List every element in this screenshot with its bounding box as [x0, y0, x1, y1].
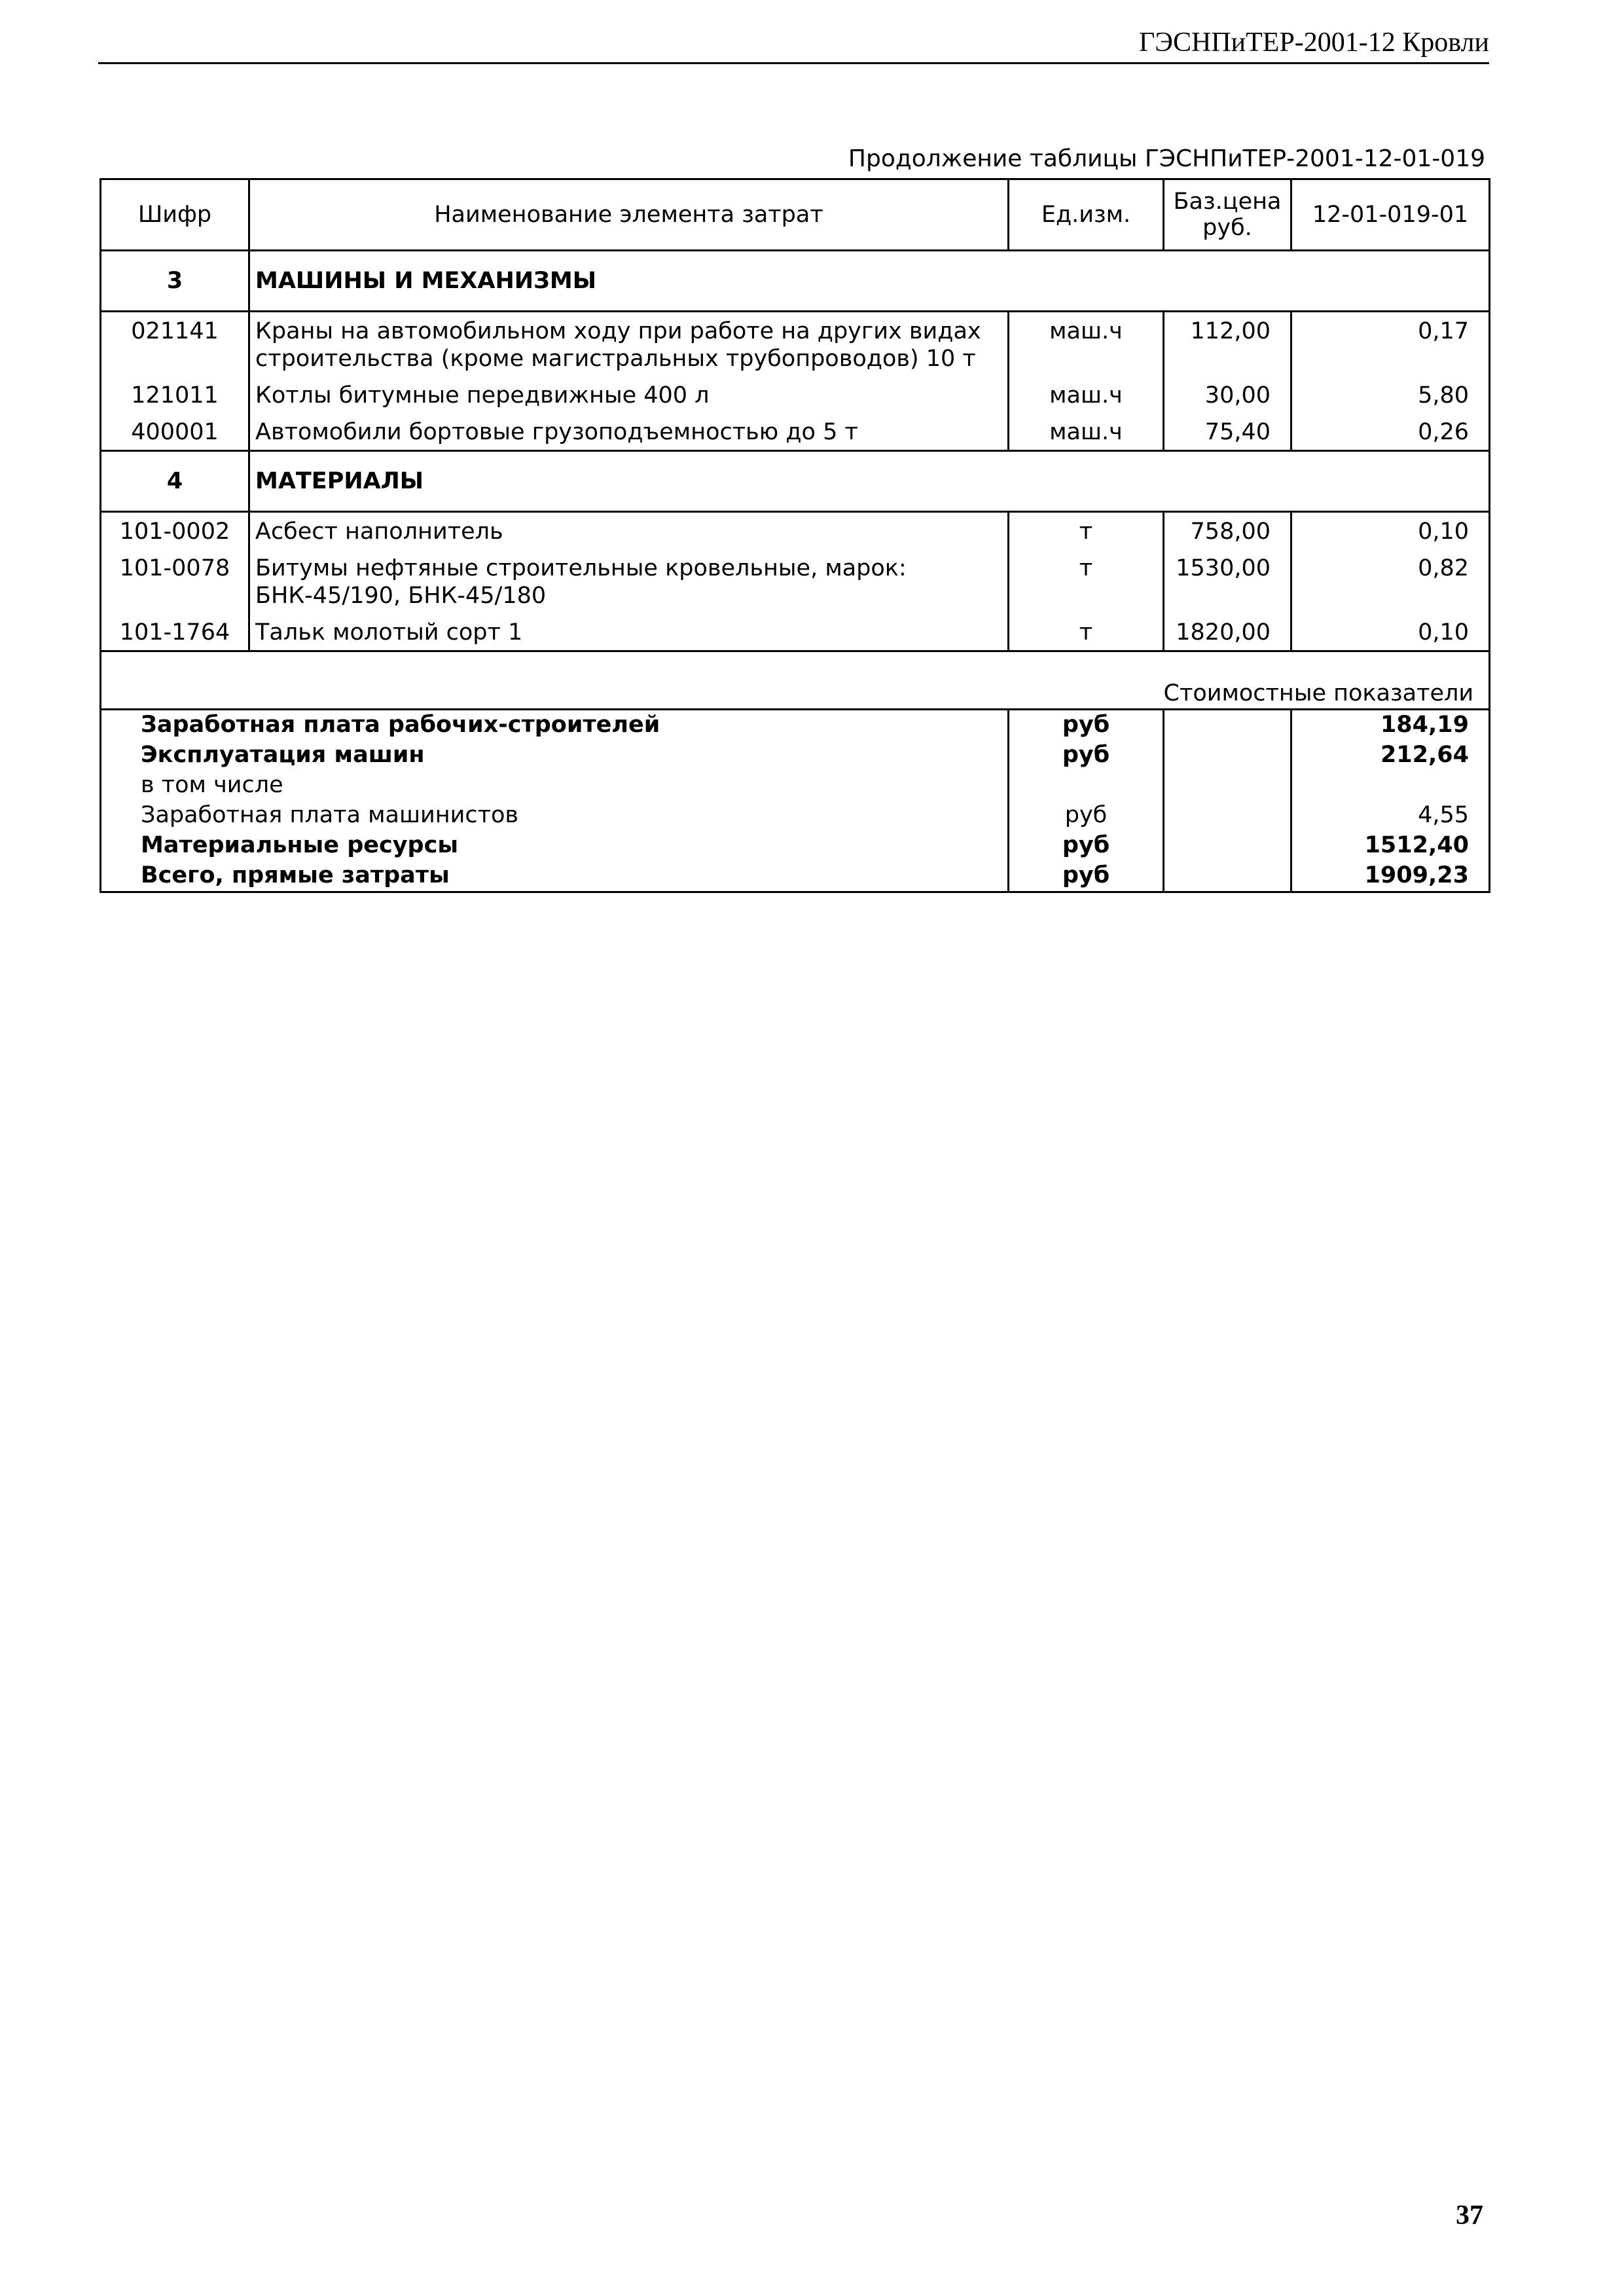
row-code: 021141	[101, 312, 249, 377]
section-title: МАШИНЫ И МЕХАНИЗМЫ	[249, 251, 1291, 312]
row-quantity: 0,17	[1291, 312, 1490, 377]
page-number: 37	[1456, 2200, 1483, 2231]
table-row	[101, 549, 1490, 613]
table-row	[101, 413, 1490, 451]
col-header-name: Наименование элемента затрат	[249, 179, 1009, 251]
col-header-norm: 12-01-019-01	[1291, 179, 1490, 251]
section-number: 4	[101, 451, 249, 512]
row-unit: т	[1009, 613, 1164, 651]
summary-row	[101, 710, 1490, 741]
table-continuation-caption: Продолжение таблицы ГЭСНПиТЕР-2001-12-01-019	[848, 145, 1485, 172]
row-code: 101-0002	[101, 512, 249, 550]
col-header-price-line2: руб.	[1202, 215, 1252, 241]
col-header-price	[1164, 179, 1291, 251]
summary-label: Всего, прямые затраты	[101, 861, 1009, 892]
summary-row	[101, 740, 1490, 771]
col-header-code: Шифр	[101, 179, 249, 251]
row-price: 1530,00	[1164, 549, 1291, 613]
row-name: Тальк молотый сорт 1	[249, 613, 1009, 651]
summary-label: Эксплуатация машин	[101, 740, 1009, 771]
row-code: 101-1764	[101, 613, 249, 651]
row-quantity: 0,26	[1291, 413, 1490, 451]
summary-value: 1512,40	[1291, 831, 1490, 861]
row-price: 30,00	[1164, 376, 1291, 413]
section-number: 3	[101, 251, 249, 312]
summary-row	[101, 771, 1490, 801]
row-unit: маш.ч	[1009, 312, 1164, 377]
row-quantity: 0,82	[1291, 549, 1490, 613]
summary-label: Заработная плата рабочих-строителей	[101, 710, 1009, 741]
summary-label: Материальные ресурсы	[101, 831, 1009, 861]
row-name: Автомобили бортовые грузоподъемностью до 5 т	[249, 413, 1009, 451]
summary-label: Заработная плата машинистов	[101, 801, 1009, 831]
row-quantity: 0,10	[1291, 613, 1490, 651]
summary-row	[101, 831, 1490, 861]
row-unit: маш.ч	[1009, 376, 1164, 413]
running-header	[98, 26, 1489, 64]
summary-value: 1909,23	[1291, 861, 1490, 892]
row-code: 121011	[101, 376, 249, 413]
running-title: ГЭСНПиТЕР-2001-12 Кровли	[1138, 27, 1489, 58]
summary-unit: руб	[1009, 710, 1164, 741]
row-quantity: 5,80	[1291, 376, 1490, 413]
row-quantity: 0,10	[1291, 512, 1490, 550]
summary-value: 212,64	[1291, 740, 1490, 771]
row-code: 101-0078	[101, 549, 249, 613]
summary-unit	[1009, 771, 1164, 801]
row-name-line1: Битумы нефтяные строительные кровельные, марок:	[255, 555, 907, 581]
row-name-line1: Краны на автомобильном ходу при работе на других видах	[255, 318, 981, 344]
row-price: 1820,00	[1164, 613, 1291, 651]
summary-unit: руб	[1009, 831, 1164, 861]
cost-indicators-label: Стоимостные показатели	[1164, 651, 1490, 710]
row-name	[249, 549, 1009, 613]
summary-value	[1291, 771, 1490, 801]
summary-label: в том числе	[101, 771, 1009, 801]
summary-unit: руб	[1009, 740, 1164, 771]
col-header-price-line1: Баз.цена	[1173, 189, 1282, 215]
summary-unit: руб	[1009, 861, 1164, 892]
summary-unit: руб	[1009, 801, 1164, 831]
row-price: 112,00	[1164, 312, 1291, 377]
summary-row	[101, 801, 1490, 831]
row-code: 400001	[101, 413, 249, 451]
row-unit: т	[1009, 549, 1164, 613]
table-header-row	[101, 179, 1490, 251]
row-unit: т	[1009, 512, 1164, 550]
row-name: Асбест наполнитель	[249, 512, 1009, 550]
section-header	[101, 451, 1490, 512]
cost-table	[99, 178, 1490, 893]
table-row	[101, 613, 1490, 651]
row-name: Котлы битумные передвижные 400 л	[249, 376, 1009, 413]
row-unit: маш.ч	[1009, 413, 1164, 451]
summary-row	[101, 861, 1490, 892]
section-title: МАТЕРИАЛЫ	[249, 451, 1291, 512]
cost-indicators-row	[101, 651, 1490, 710]
summary-value: 4,55	[1291, 801, 1490, 831]
row-name	[249, 312, 1009, 377]
table-row	[101, 312, 1490, 377]
summary-value: 184,19	[1291, 710, 1490, 741]
row-price: 758,00	[1164, 512, 1291, 550]
table-row	[101, 512, 1490, 550]
section-header	[101, 251, 1490, 312]
col-header-unit: Ед.изм.	[1009, 179, 1164, 251]
row-price: 75,40	[1164, 413, 1291, 451]
row-name-line2: строительства (кроме магистральных трубопроводов) 10 т	[255, 346, 976, 372]
table-row	[101, 376, 1490, 413]
row-name-line2: БНК-45/190, БНК-45/180	[255, 583, 547, 609]
